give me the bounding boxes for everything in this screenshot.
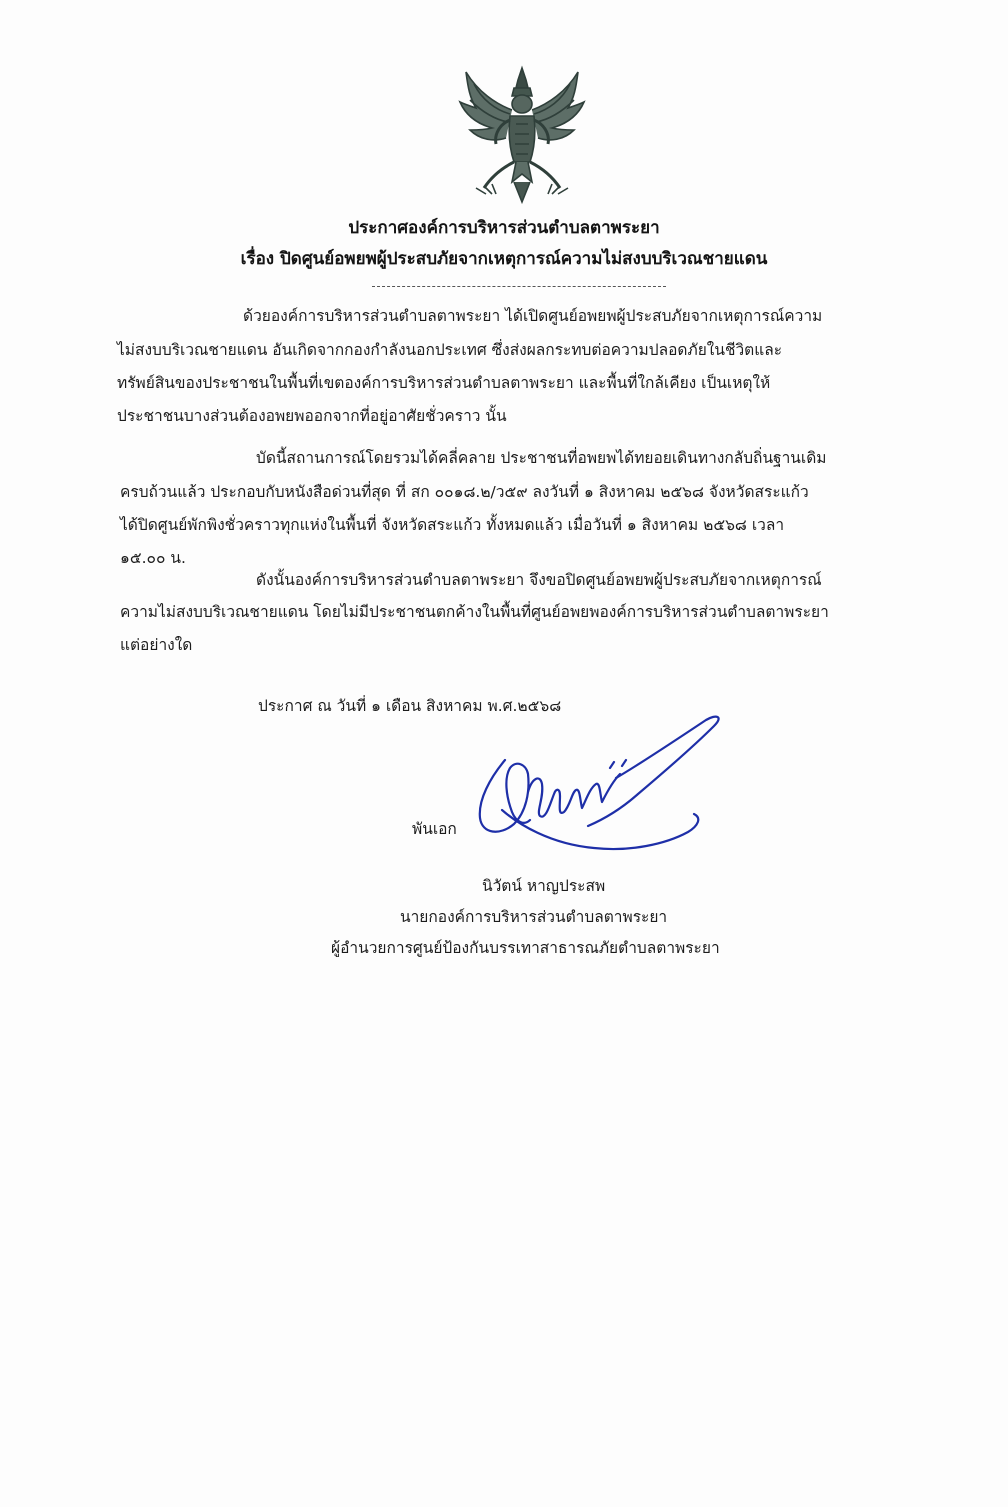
paragraph-1-line: ทรัพย์สินของประชาชนในพื้นที่เขตองค์การบริหารส่วนตำบลตาพระยา และพื้นที่ใกล้เคียง เป็นเหตุให้ [117, 374, 771, 392]
paragraph-3-line: แต่อย่างใด [120, 636, 193, 654]
paragraph-2-line: ได้ปิดศูนย์พักพิงชั่วคราวทุกแห่งในพื้นที่ จังหวัดสระแก้ว ทั้งหมดแล้ว เมื่อวันที่ ๑ สิงหาคม ๒๕๖๘ เวลา [120, 516, 785, 534]
signer-rank: พันเอก [412, 820, 457, 838]
paragraph-3-line: ดังนั้นองค์การบริหารส่วนตำบลตาพระยา จึงขอปิดศูนย์อพยพผู้ประสบภัยจากเหตุการณ์ [256, 571, 822, 589]
paragraph-2-line: ครบถ้วนแล้ว ประกอบกับหนังสือด่วนที่สุด ที่ สก ๐๐๑๘.๒/ว๕๙ ลงวันที่ ๑ สิงหาคม ๒๕๖๘ จังหวัดสระแก้ว [120, 483, 809, 501]
signer-position-2: ผู้อำนวยการศูนย์ป้องกันบรรเทาสาธารณภัยตำบลตาพระยา [331, 939, 720, 957]
signer-position-1: นายกองค์การบริหารส่วนตำบลตาพระยา [400, 908, 668, 926]
signer-name: นิวัตน์ หาญประสพ [482, 877, 606, 895]
paragraph-2-line: ๑๕.๐๐ น. [120, 549, 186, 567]
paragraph-1-line: ด้วยองค์การบริหารส่วนตำบลตาพระยา ได้เปิดศูนย์อพยพผู้ประสบภัยจากเหตุการณ์ความ [243, 307, 823, 325]
paragraph-3-line: ความไม่สงบบริเวณชายแดน โดยไม่มีประชาชนตกค้างในพื้นที่ศูนย์อพยพองค์การบริหารส่วนตำบลตาพระยา [120, 603, 829, 621]
document-subject: เรื่อง ปิดศูนย์อพยพผู้ประสบภัยจากเหตุการณ์ความไม่สงบบริเวณชายแดน [240, 249, 768, 269]
document-title: ประกาศองค์การบริหารส่วนตำบลตาพระยา [348, 218, 660, 238]
garuda-emblem-icon [456, 64, 588, 206]
announcement-date: ประกาศ ณ วันที่ ๑ เดือน สิงหาคม พ.ศ.๒๕๖๘ [258, 697, 562, 715]
signature-icon [470, 708, 740, 858]
title-separator [372, 286, 666, 287]
paragraph-2-line: บัดนี้สถานการณ์โดยรวมได้คลี่คลาย ประชาชนที่อพยพได้ทยอยเดินทางกลับถิ่นฐานเดิม [256, 449, 827, 467]
paragraph-1-line: ประชาชนบางส่วนต้องอพยพออกจากที่อยู่อาศัยชั่วคราว นั้น [117, 407, 507, 425]
paragraph-1-line: ไม่สงบบริเวณชายแดน อันเกิดจากกองกำลังนอกประเทศ ซึ่งส่งผลกระทบต่อความปลอดภัยในชีวิตและ [117, 341, 783, 359]
